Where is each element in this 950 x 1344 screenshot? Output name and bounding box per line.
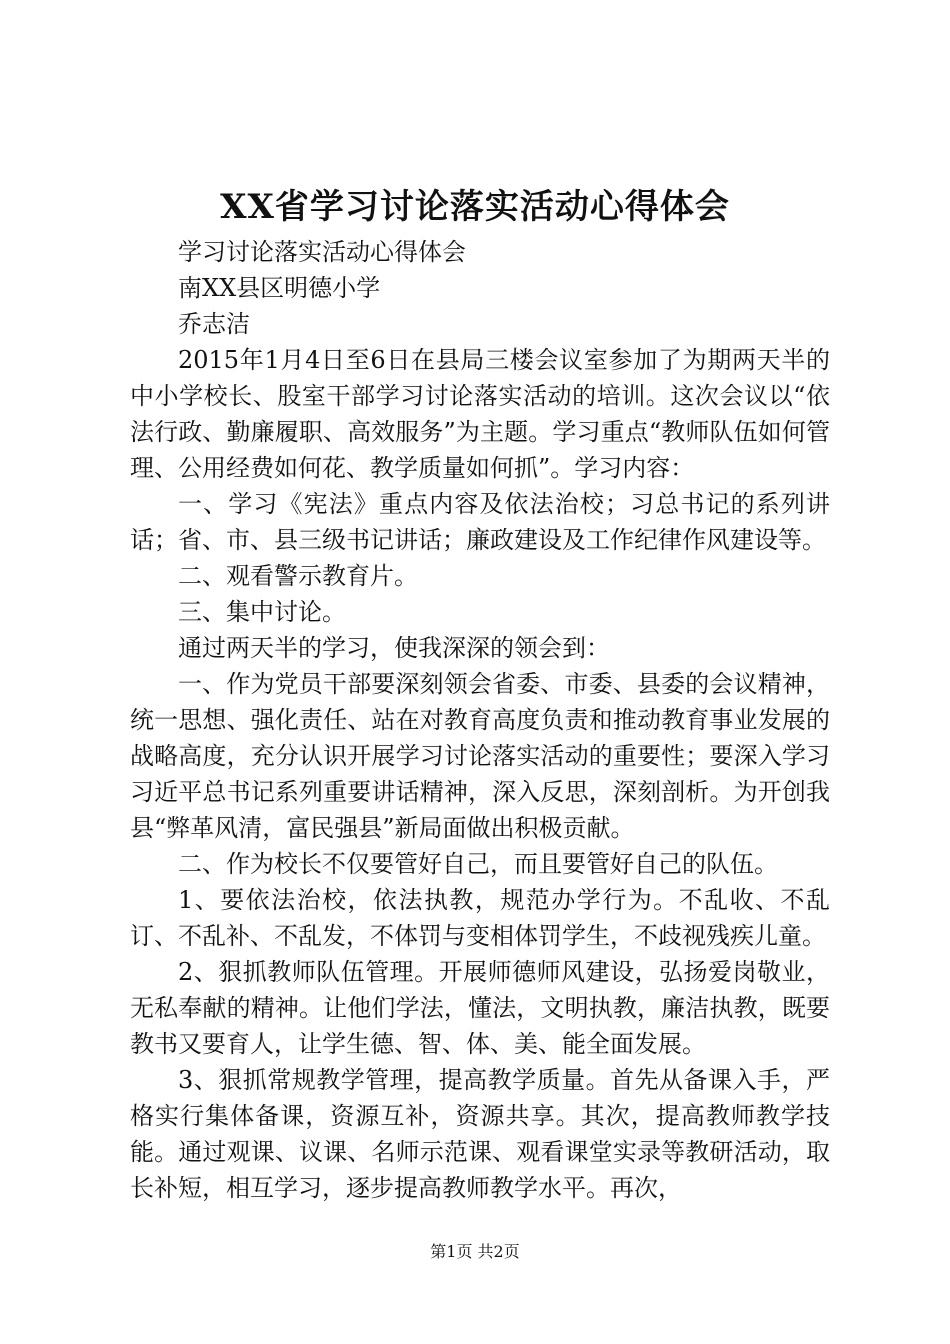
paragraph-content-2: 二、观看警示教育片。 [178,562,418,590]
paragraph-item-1: 1、要依法治校，依法执教，规范办学行为。不乱收、不乱订、不乱补、不乱发，不体罚与变相体罚学生，不歧视残疾儿童。 [130,886,830,950]
paragraph-insight-intro: 通过两天半的学习，使我深深的领会到： [178,634,610,662]
paragraph-item-2: 2、狠抓教师队伍管理。开展师德师风建设，弘扬爱岗敬业，无私奉献的精神。让他们学法，懂法，文明执教，廉洁执教，既要教书又要育人，让学生德、智、体、美、能全面发展。 [130,958,830,1058]
paragraph-insight-1: 一、作为党员干部要深刻领会省委、市委、县委的会议精神，统一思想、强化责任、站在对教育高度负责和推动教育事业发展的战略高度，充分认识开展学习讨论落实活动的重要性；要深入学习习近平总书记系列重要讲话精神，深入反思，深刻剖析。为开创我县“弊革风清，富民强县”新局面做出积极贡献。 [130,670,830,842]
paragraph-author: 乔志洁 [178,310,250,338]
paragraph-subtitle: 学习讨论落实活动心得体会 [178,238,466,266]
paragraph-insight-2: 二、作为校长不仅要管好自己，而且要管好自己的队伍。 [178,850,778,878]
paragraph-content-1: 一、学习《宪法》重点内容及依法治校；习总书记的系列讲话；省、市、县三级书记讲话；廉政建设及工作纪律作风建设等。 [130,490,830,554]
document-body [130,234,830,1206]
paragraph-item-3: 3、狠抓常规教学管理，提高教学质量。首先从备课入手，严格实行集体备课，资源互补，资源共享。其次，提高教师教学技能。通过观课、议课、名师示范课、观看课堂实录等教研活动，取长补短，相互学习，逐步提高教师教学水平。再次， [130,1066,830,1202]
paragraph-intro: 2015年1月4日至6日在县局三楼会议室参加了为期两天半的中小学校长、股室干部学习讨论落实活动的培训。这次会议以“依法行政、勤廉履职、高效服务”为主题。学习重点“教师队伍如何管理、公用经费如何花、教学质量如何抓”。学习内容： [130,346,830,482]
paragraph-content-3: 三、集中讨论。 [178,598,346,626]
document-title: XX省学习讨论落实活动心得体会 [220,187,730,227]
page-number-footer: 第1页 共2页 [430,1242,520,1261]
paragraph-school: 南XX县区明德小学 [178,274,381,302]
